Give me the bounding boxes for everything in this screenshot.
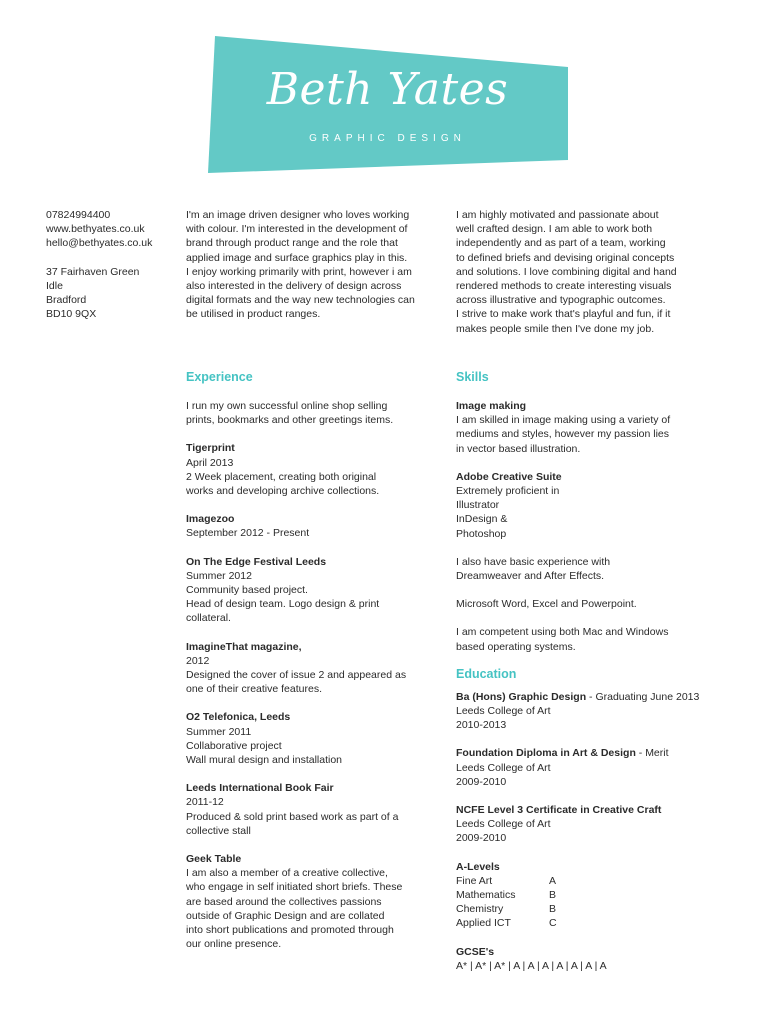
experience-title: Tigerprint: [186, 442, 235, 455]
experience-intro-line: I run my own successful online shop selling: [186, 400, 388, 412]
education-line: Leeds College of Art: [456, 818, 551, 831]
intro-line: be utilised in product ranges.: [186, 308, 321, 321]
experience-title: ImagineThat magazine,: [186, 640, 302, 653]
alevel-grade: B: [549, 903, 557, 916]
website-link[interactable]: www.bethyates.co.uk: [46, 223, 145, 236]
intro-line: also interested in the delivery of design across: [186, 280, 402, 293]
experience-line: 2011-12: [186, 796, 224, 809]
experience-title: Leeds International Book Fair: [186, 782, 334, 795]
alevel-row: [456, 902, 736, 916]
experience-title: On The Edge Festival Leeds: [186, 555, 327, 568]
alevel-row: [456, 888, 736, 902]
experience-line: into short publications and promoted through: [186, 924, 394, 937]
name-banner: [205, 34, 570, 174]
experience-line: Head of design team. Logo design & print: [186, 598, 380, 611]
alevel-subject: Fine Art: [456, 874, 493, 887]
intro-line: I'm an image driven designer who loves working: [186, 209, 410, 221]
skill-line: Dreamweaver and After Effects.: [456, 570, 605, 583]
intro-line: I strive to make work that's playful and fun, if it: [456, 308, 671, 321]
experience-line: September 2012 - Present: [186, 527, 310, 540]
education-line: 2009-2010: [456, 775, 507, 788]
intro-line: digital formats and the way new technologies can: [186, 294, 415, 307]
skill-line: based operating systems.: [456, 640, 576, 653]
experience-section: [186, 369, 448, 952]
education-note: - Graduating June 2013: [586, 690, 700, 703]
education-line: Leeds College of Art: [456, 761, 551, 774]
education-course: Foundation Diploma in Art & Design: [456, 747, 636, 760]
experience-title: Geek Table: [186, 853, 242, 866]
address-line: BD10 9QX: [46, 308, 97, 321]
experience-line: Summer 2012: [186, 569, 252, 582]
intro-line: independently and as part of a team, working: [456, 237, 666, 250]
skills-heading: Skills: [456, 370, 489, 384]
skill-line: InDesign &: [456, 513, 508, 526]
intro-line: well crafted design. I am able to work both: [456, 223, 653, 236]
education-line: 2009-2010: [456, 832, 507, 845]
experience-line: Summer 2011: [186, 725, 252, 738]
experience-line: one of their creative features.: [186, 683, 322, 696]
alevel-row: [456, 874, 736, 888]
experience-line: 2012: [186, 654, 210, 667]
experience-line: outside of Graphic Design and are collated: [186, 909, 385, 922]
skill-line: Extremely proficient in: [456, 485, 560, 498]
education-note: - Merit: [635, 747, 669, 760]
experience-line: Produced & sold print based work as part of a: [186, 810, 399, 823]
address-line: Bradford: [46, 294, 87, 307]
experience-line: who engage in self initiated short briefs. These: [186, 881, 403, 894]
experience-title: Imagezoo: [186, 513, 235, 526]
skill-line: in vector based illustration.: [456, 442, 581, 455]
alevels-title: A-Levels: [456, 860, 500, 873]
skills-section: [456, 369, 736, 973]
education-course: NCFE Level 3 Certificate in Creative Craft: [456, 804, 662, 817]
address-line: Idle: [46, 279, 63, 292]
experience-intro-line: prints, bookmarks and other greetings items.: [186, 414, 394, 427]
skill-title: Image making: [456, 400, 527, 412]
education-title: [456, 803, 736, 817]
intro-line: and solutions. I love combining digital and hand: [456, 265, 677, 278]
experience-line: works and developing archive collections.: [186, 485, 380, 498]
experience-line: collateral.: [186, 612, 231, 625]
skill-line: mediums and styles, however my passion lies: [456, 428, 670, 441]
experience-line: Designed the cover of issue 2 and appeared as: [186, 669, 407, 682]
skill-line: I am competent using both Mac and Windows: [456, 626, 669, 639]
skill-line: Photoshop: [456, 527, 507, 540]
intro-paragraph-left: [186, 208, 448, 322]
gcse-grades: A* | A* | A* | A | A | A | A | A | A | A: [456, 959, 607, 972]
alevel-grade: C: [549, 917, 557, 930]
intro-line: to defined briefs and devising original concepts: [456, 251, 675, 264]
skill-line: Illustrator: [456, 499, 500, 512]
alevel-grade: A: [549, 874, 557, 887]
phone-number: 07824994400: [46, 209, 111, 221]
experience-line: are based around the collectives passions: [186, 895, 382, 908]
education-heading: Education: [456, 666, 517, 681]
experience-line: Collaborative project: [186, 739, 282, 752]
alevel-subject: Mathematics: [456, 889, 516, 902]
alevel-subject: Chemistry: [456, 903, 504, 916]
alevel-subject: Applied ICT: [456, 917, 511, 930]
experience-line: Community based project.: [186, 584, 308, 597]
alevel-grade: B: [549, 889, 557, 902]
experience-line: I am also a member of a creative collective,: [186, 867, 388, 880]
alevel-row: [456, 916, 736, 930]
intro-line: brand through product range and the role that: [186, 237, 398, 250]
skill-line: I also have basic experience with: [456, 555, 611, 568]
education-title: [456, 746, 736, 760]
intro-line: across illustrative and typographic outcomes.: [456, 294, 666, 307]
intro-line: rendered methods to create interesting visuals: [456, 280, 672, 293]
address-line: 37 Fairhaven Green: [46, 265, 140, 278]
education-line: 2010-2013: [456, 719, 507, 732]
intro-line: I am highly motivated and passionate about: [456, 209, 659, 221]
name-logo: Beth Yates: [266, 64, 509, 115]
experience-line: Wall mural design and installation: [186, 754, 343, 767]
experience-line: April 2013: [186, 456, 234, 469]
intro-line: applied image and surface graphics play in this.: [186, 251, 408, 264]
education-title: [456, 690, 736, 704]
skill-line: I am skilled in image making using a variety of: [456, 414, 671, 427]
skill-line: Microsoft Word, Excel and Powerpoint.: [456, 598, 637, 611]
contact-details: [46, 208, 171, 321]
experience-title: O2 Telefonica, Leeds: [186, 711, 291, 724]
intro-paragraph-right: [456, 208, 722, 336]
experience-line: collective stall: [186, 824, 251, 837]
email-link[interactable]: hello@bethyates.co.uk: [46, 237, 153, 250]
intro-line: I enjoy working primarily with print, however i am: [186, 265, 412, 278]
education-course: Ba (Hons) Graphic Design: [456, 690, 587, 703]
intro-line: makes people smile then I've done my job.: [456, 322, 655, 335]
gcse-title: GCSE's: [456, 945, 495, 958]
experience-heading: Experience: [186, 370, 253, 384]
experience-line: 2 Week placement, creating both original: [186, 470, 377, 483]
education-line: Leeds College of Art: [456, 705, 551, 718]
skill-title: Adobe Creative Suite: [456, 470, 562, 483]
experience-line: our online presence.: [186, 938, 282, 951]
tagline: GRAPHIC DESIGN: [309, 133, 466, 144]
intro-line: with colour. I'm interested in the development of: [186, 223, 408, 236]
